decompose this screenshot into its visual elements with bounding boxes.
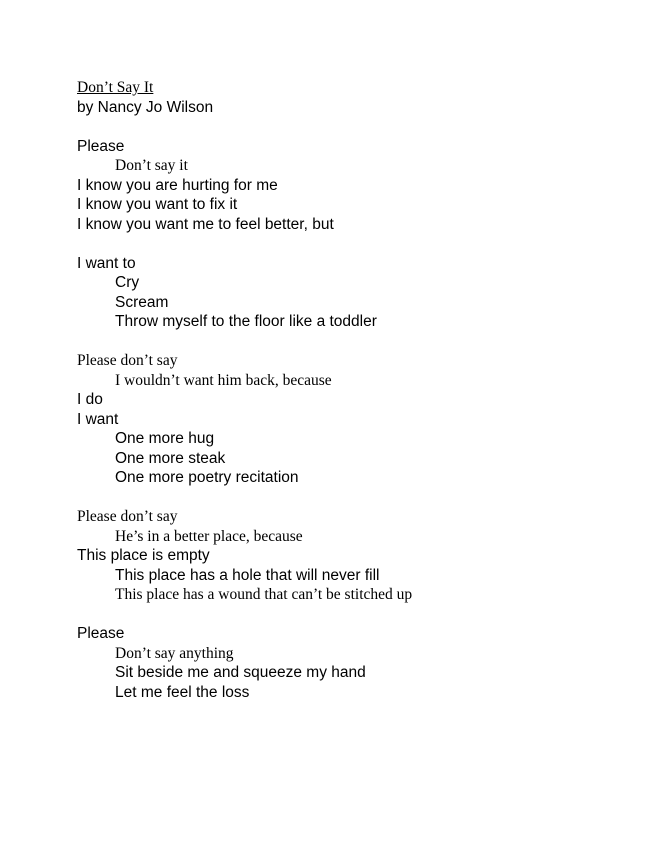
stanza3-line2: I wouldn’t want him back, because (115, 371, 332, 389)
stanza4-line3: This place is empty (77, 547, 210, 564)
stanza5-line4: Let me feel the loss (115, 683, 250, 701)
stanza2-line4: Throw myself to the floor like a toddler (115, 313, 377, 330)
stanza4-line2: He’s in a better place, because (115, 527, 303, 545)
stanza4-line4: This place has a hole that will never fill (115, 566, 380, 584)
stanza1-line2: Don’t say it (115, 157, 188, 174)
stanza1-line1: Please (77, 137, 125, 155)
poem-author: by Nancy Jo Wilson (77, 98, 214, 116)
stanza3-line6: One more steak (115, 449, 226, 467)
stanza-break (77, 332, 617, 352)
stanza-break (77, 234, 617, 254)
stanza2-line3: Scream (115, 293, 169, 311)
stanza3-line3: I do (77, 391, 103, 408)
stanza5-line2: Don’t say anything (115, 644, 234, 662)
poem-title: Don’t Say It (77, 79, 154, 96)
stanza-break (77, 488, 617, 508)
stanza3-line7: One more poetry recitation (115, 469, 299, 486)
stanza-break (77, 605, 617, 625)
stanza1-line5: I know you want me to feel better, but (77, 215, 334, 233)
stanza1-line3: I know you are hurting for me (77, 176, 278, 194)
stanza-break (77, 117, 617, 137)
stanza3-line4: I want (77, 410, 119, 428)
stanza2-line1: I want to (77, 254, 136, 272)
poem-body (77, 78, 617, 702)
stanza4-line1: Please don’t say (77, 508, 178, 525)
stanza3-line5: One more hug (115, 430, 215, 447)
stanza5-line1: Please (77, 625, 125, 642)
stanza2-line2: Cry (115, 274, 140, 291)
stanza5-line3: Sit beside me and squeeze my hand (115, 664, 366, 681)
stanza3-line1: Please don’t say (77, 352, 178, 369)
stanza4-line5: This place has a wound that can’t be stitched up (115, 586, 413, 603)
stanza1-line4: I know you want to fix it (77, 196, 238, 213)
